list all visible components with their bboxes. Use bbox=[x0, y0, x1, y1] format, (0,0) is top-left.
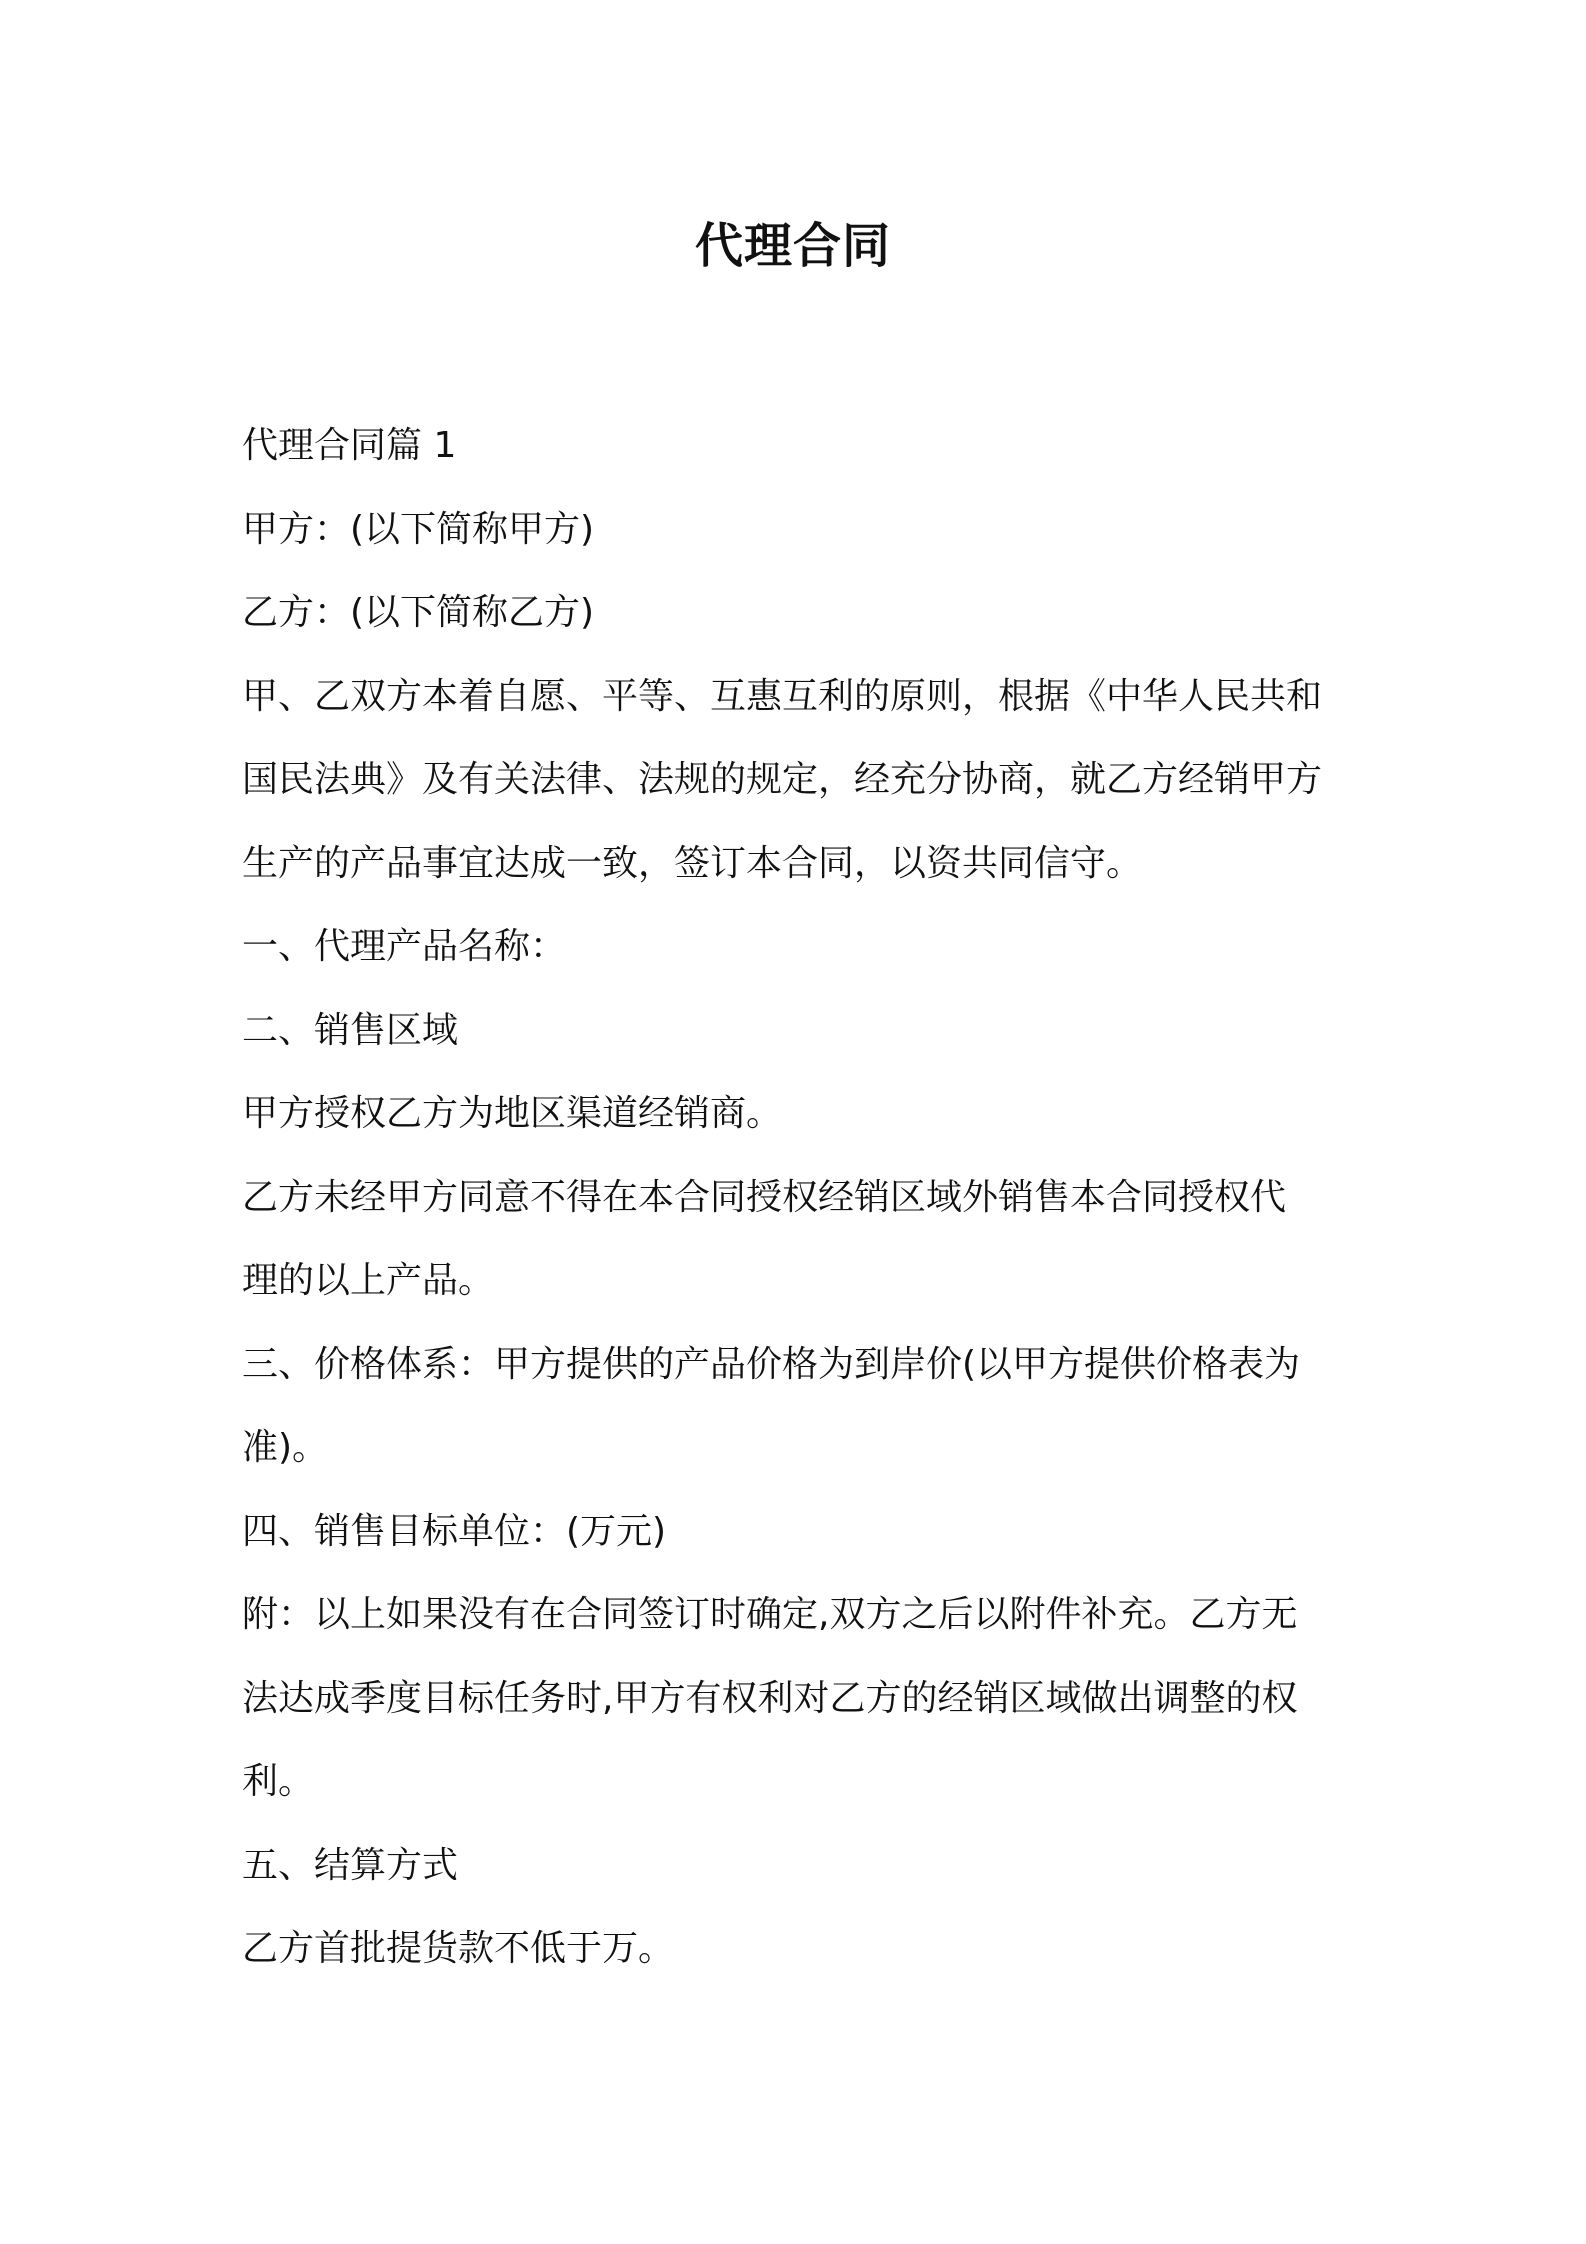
text-line: 乙方未经甲方同意不得在本合同授权经销区域外销售本合同授权代 bbox=[242, 1176, 1287, 1218]
appendix-note-paragraph bbox=[242, 1573, 1362, 1824]
text-line: 利。 bbox=[242, 1761, 315, 1802]
text-line: 代理合同篇 1 bbox=[242, 425, 457, 466]
text-line: 准)。 bbox=[242, 1427, 329, 1468]
clause-2-paragraph-1 bbox=[242, 1072, 1362, 1156]
text-line: 甲方：(以下简称甲方) bbox=[242, 508, 595, 550]
text-line: 三、价格体系：甲方提供的产品价格为到岸价(以甲方提供价格表为 bbox=[242, 1343, 1301, 1385]
text-line: 二、销售区域 bbox=[242, 1009, 459, 1051]
clause-3-paragraph bbox=[242, 1323, 1362, 1490]
clause-5-paragraph bbox=[242, 1907, 1362, 1991]
text-line: 国民法典》及有关法律、法规的规定，经充分协商，就乙方经销甲方 bbox=[242, 759, 1323, 800]
clause-2-heading bbox=[242, 989, 1362, 1073]
text-line: 甲方授权乙方为地区渠道经销商。 bbox=[242, 1093, 783, 1134]
text-line: 乙方：(以下简称乙方) bbox=[242, 592, 595, 633]
text-line: 甲、乙双方本着自愿、平等、互惠互利的原则，根据《中华人民共和 bbox=[242, 675, 1323, 717]
clause-5-heading bbox=[242, 1824, 1362, 1908]
text-line: 附：以上如果没有在合同签订时确定,双方之后以附件补充。乙方无 bbox=[242, 1594, 1298, 1635]
preamble-paragraph bbox=[242, 655, 1362, 906]
party-a-line bbox=[242, 488, 1362, 572]
text-line: 五、结算方式 bbox=[242, 1844, 459, 1886]
party-b-line bbox=[242, 571, 1362, 655]
document-body bbox=[242, 404, 1362, 1991]
text-line: 生产的产品事宜达成一致，签订本合同，以资共同信守。 bbox=[242, 842, 1143, 884]
text-line: 乙方首批提货款不低于万。 bbox=[242, 1928, 675, 1969]
clause-1-heading bbox=[242, 905, 1362, 989]
text-line: 四、销售目标单位：(万元) bbox=[242, 1510, 667, 1552]
document-title: 代理合同 bbox=[694, 218, 891, 274]
text-line: 一、代理产品名称： bbox=[242, 926, 567, 967]
clause-4-heading bbox=[242, 1490, 1362, 1574]
text-line: 理的以上产品。 bbox=[242, 1260, 495, 1301]
clause-2-paragraph-2 bbox=[242, 1156, 1362, 1323]
section-heading-part-1 bbox=[242, 404, 1362, 488]
text-line: 法达成季度目标任务时,甲方有权利对乙方的经销区域做出调整的权 bbox=[242, 1677, 1298, 1719]
